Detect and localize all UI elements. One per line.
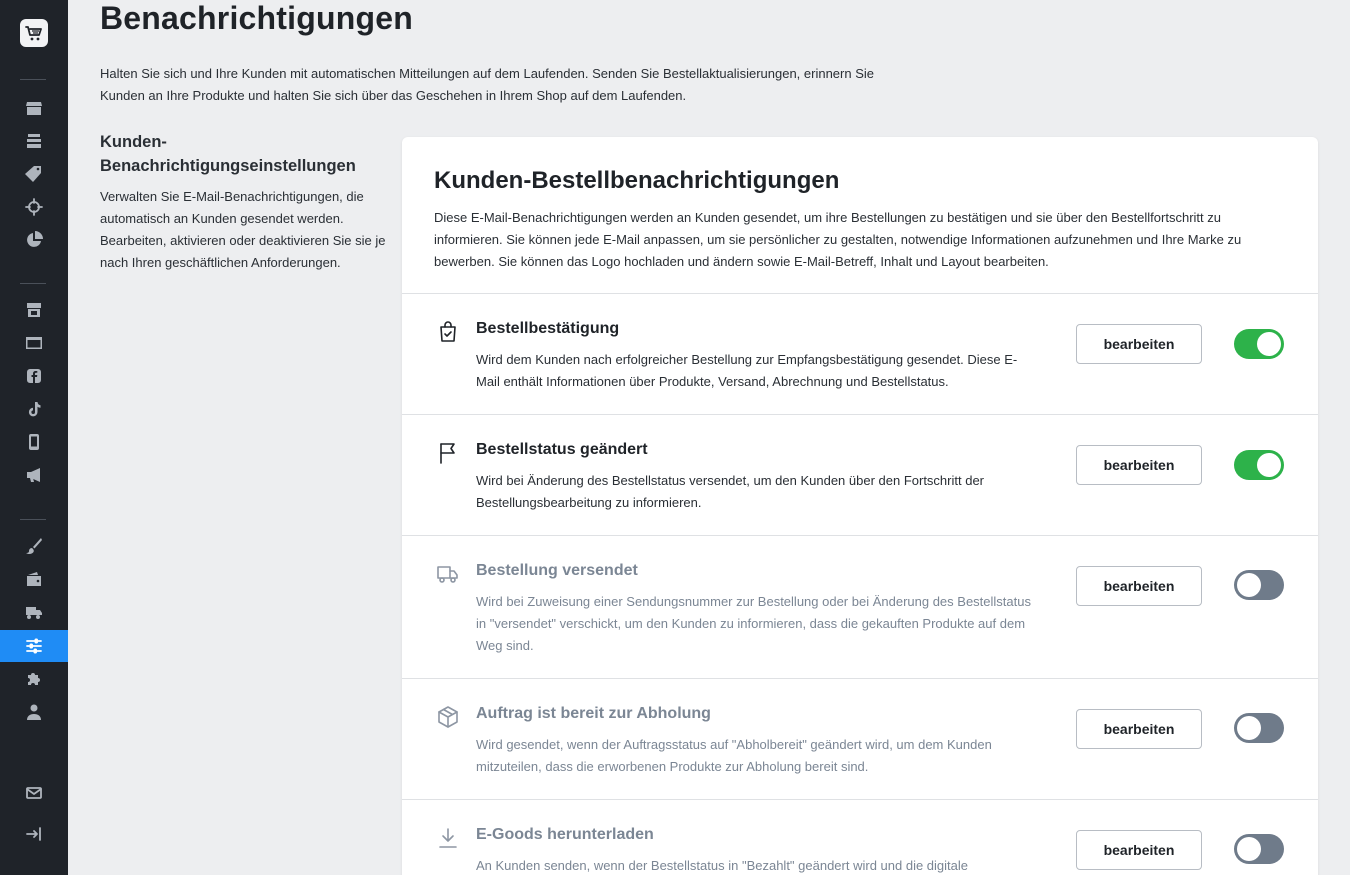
notification-toggle[interactable] bbox=[1234, 713, 1284, 743]
toggle-knob bbox=[1237, 837, 1261, 861]
browser-icon[interactable] bbox=[0, 327, 68, 359]
settings-sliders-icon[interactable] bbox=[0, 630, 68, 662]
card-title: Kunden-Bestellbenachrichtigungen bbox=[434, 167, 840, 194]
tiktok-icon[interactable] bbox=[0, 393, 68, 425]
notification-row bbox=[402, 536, 1318, 679]
section-description: Verwalten Sie E-Mail-Benachrichtigungen, die automatisch an Kunden gesendet werden. Bearbeiten, aktivieren oder deaktivieren Sie sie je nach Ihren geschäftlichen Anforderungen. bbox=[100, 189, 386, 270]
section-heading: Kunden-Benachrichtigungseinstellungen bbox=[100, 133, 356, 175]
notification-toggle[interactable] bbox=[1234, 570, 1284, 600]
notification-title: Bestellstatus geändert bbox=[476, 441, 648, 458]
notification-description: Wird bei Änderung des Bestellstatus versendet, um den Kunden über den Fortschritt der Bestellungsbearbeitung zu informieren. bbox=[476, 473, 985, 510]
edit-button[interactable]: bearbeiten bbox=[1076, 445, 1202, 485]
edit-button[interactable]: bearbeiten bbox=[1076, 566, 1202, 606]
logout-icon[interactable] bbox=[0, 818, 68, 850]
megaphone-icon[interactable] bbox=[0, 459, 68, 491]
notification-description: Wird gesendet, wenn der Auftragsstatus auf "Abholbereit" geändert wird, um dem Kunden mitzuteilen, dass die erworbenen Produkte zur Abholung bereit sind. bbox=[476, 737, 992, 774]
tag-icon[interactable] bbox=[0, 158, 68, 190]
pie-chart-icon[interactable] bbox=[0, 224, 68, 256]
notification-title: Auftrag ist bereit zur Abholung bbox=[476, 705, 711, 722]
mobile-icon[interactable] bbox=[0, 426, 68, 458]
toggle-knob bbox=[1257, 332, 1281, 356]
puzzle-icon[interactable] bbox=[0, 663, 68, 695]
edit-button[interactable]: bearbeiten bbox=[1076, 709, 1202, 749]
notification-row bbox=[402, 800, 1318, 875]
notifications-card bbox=[402, 137, 1318, 875]
toggle-knob bbox=[1237, 716, 1261, 740]
notification-title: Bestellung versendet bbox=[476, 562, 638, 579]
card-description: Diese E-Mail-Benachrichtigungen werden an Kunden gesendet, um ihre Bestellungen zu bestätigen und sie über den Bestellfortschritt zu informieren. Sie können jede E-Mail anpassen, um sie persönlicher zu gestalten, notwendige Informationen aufzunehmen und Ihre Marke zu bewerben. Sie können das Logo hochladen und ändern sowie E-Mail-Betreff, Inhalt und Layout bearbeiten. bbox=[434, 210, 1242, 269]
toggle-knob bbox=[1257, 453, 1281, 477]
sidebar-divider bbox=[20, 79, 46, 80]
edit-button[interactable]: bearbeiten bbox=[1076, 324, 1202, 364]
truck-icon[interactable] bbox=[0, 596, 68, 628]
notification-description: An Kunden senden, wenn der Bestellstatus in "Bezahlt" geändert wird und die digitale bbox=[476, 858, 968, 873]
target-icon[interactable] bbox=[0, 191, 68, 223]
flag-icon bbox=[436, 441, 460, 465]
shopping-bag-check-icon bbox=[436, 320, 460, 344]
page-intro: Halten Sie sich und Ihre Kunden mit automatischen Mitteilungen auf dem Laufenden. Senden Sie Bestellaktualisierungen, erinnern Sie Kunden an Ihre Produkte und halten Sie sich über das Geschehen in Ihrem Shop auf dem Laufenden. bbox=[100, 66, 874, 103]
toggle-knob bbox=[1237, 573, 1261, 597]
sidebar-divider bbox=[20, 519, 46, 520]
notification-toggle[interactable] bbox=[1234, 450, 1284, 480]
notification-row bbox=[402, 415, 1318, 536]
store-icon[interactable] bbox=[0, 92, 68, 124]
storefront-icon[interactable] bbox=[0, 294, 68, 326]
notification-description: Wird bei Zuweisung einer Sendungsnummer zur Bestellung oder bei Änderung des Bestellstatus in "versendet" verschickt, um den Kunden zu informieren, dass die gekauften Produkte auf dem Weg sind. bbox=[476, 594, 1031, 653]
sidebar-divider bbox=[20, 283, 46, 284]
truck-icon bbox=[436, 562, 460, 586]
edit-button[interactable]: bearbeiten bbox=[1076, 830, 1202, 870]
wallet-icon[interactable] bbox=[0, 563, 68, 595]
mail-icon[interactable] bbox=[0, 777, 68, 809]
shop-logo-icon[interactable] bbox=[20, 19, 48, 47]
page-title: Benachrichtigungen bbox=[100, 0, 413, 36]
notification-toggle[interactable] bbox=[1234, 834, 1284, 864]
user-icon[interactable] bbox=[0, 696, 68, 728]
package-box-icon bbox=[436, 705, 460, 729]
sidebar bbox=[0, 0, 68, 875]
notification-description: Wird dem Kunden nach erfolgreicher Bestellung zur Empfangsbestätigung gesendet. Diese E-Mail enthält Informationen über Produkte, Versand, Abrechnung und Bestellstatus. bbox=[476, 352, 1018, 389]
orders-icon[interactable] bbox=[0, 125, 68, 157]
notification-toggle[interactable] bbox=[1234, 329, 1284, 359]
notification-row bbox=[402, 679, 1318, 800]
facebook-icon[interactable] bbox=[0, 360, 68, 392]
notification-title: Bestellbestätigung bbox=[476, 320, 620, 337]
download-icon bbox=[436, 826, 460, 850]
brush-icon[interactable] bbox=[0, 530, 68, 562]
notification-title: E-Goods herunterladen bbox=[476, 826, 654, 843]
card-header bbox=[402, 137, 1318, 294]
notification-row bbox=[402, 294, 1318, 415]
